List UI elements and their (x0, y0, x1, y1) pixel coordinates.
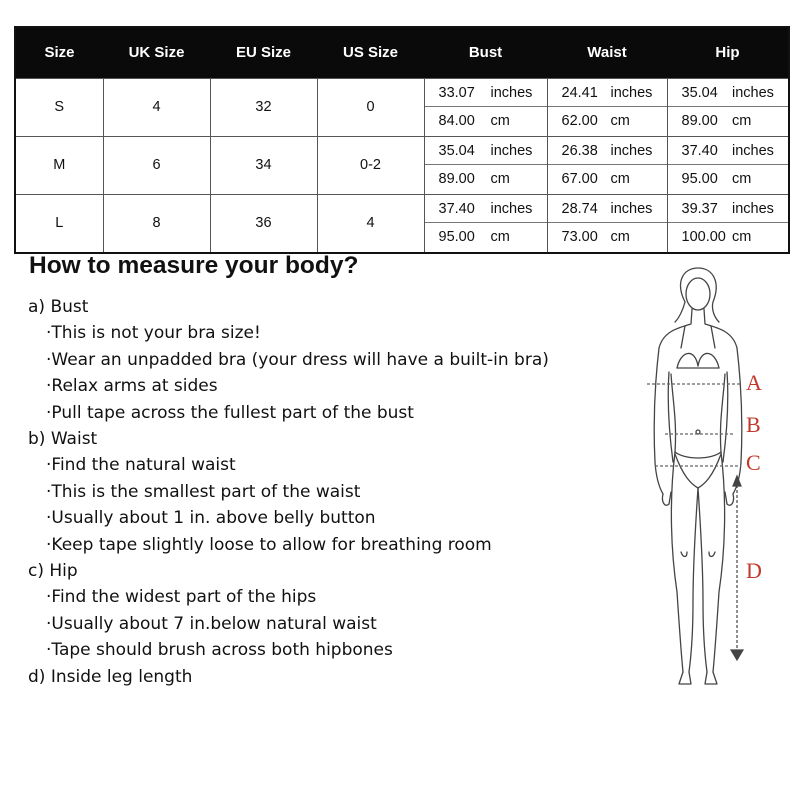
header-us-size: US Size (317, 27, 424, 78)
inches-unit-label: inches (610, 84, 653, 101)
body-measurement-figure (625, 262, 775, 692)
waist-cm-line (548, 165, 667, 194)
eu-size-cell: 32 (210, 78, 317, 136)
bust-cm-line (425, 165, 547, 194)
section-label: c) Hip (28, 561, 78, 582)
inches-unit-label: inches (732, 200, 774, 217)
waist-inches-value: 28.74 (561, 200, 598, 217)
figure-label-b: B (746, 412, 761, 437)
inches-unit-label: inches (490, 142, 533, 159)
hip-cm-value: 95.00 (681, 171, 718, 187)
bust-inches-line (425, 137, 547, 166)
waist-inches-line (548, 79, 667, 108)
instruction-item: ·Tape should brush across both hipbones (46, 640, 393, 661)
table-header-row (15, 27, 789, 78)
inches-unit-label: inches (610, 200, 653, 217)
bust-cm-line (425, 107, 547, 136)
us-size-cell: 0-2 (317, 136, 424, 194)
header-waist: Waist (547, 27, 667, 78)
instruction-item: ·Wear an unpadded bra (your dress will have a built-in bra) (46, 349, 549, 370)
us-size-cell: 4 (317, 194, 424, 253)
waist-inches-value: 24.41 (561, 84, 598, 101)
waist-cm-value: 67.00 (561, 171, 598, 187)
hip-cell (667, 78, 789, 136)
instruction-item: ·Usually about 1 in. above belly button (46, 508, 376, 529)
hip-inches-line (668, 137, 789, 166)
figure-label-a: A (746, 370, 762, 395)
instruction-item: ·Find the widest part of the hips (46, 587, 317, 608)
inches-unit-label: inches (732, 142, 774, 159)
bust-cell (424, 194, 547, 253)
table-row (15, 194, 789, 253)
waist-inches-value: 26.38 (561, 142, 598, 159)
hip-inches-line (668, 195, 789, 224)
cm-unit-label: cm (732, 113, 752, 129)
size-cell: L (15, 194, 103, 253)
uk-size-cell: 6 (103, 136, 210, 194)
eu-size-cell: 36 (210, 194, 317, 253)
bust-inches-line (425, 195, 547, 224)
waist-cm-value: 73.00 (561, 229, 598, 245)
hip-cm-value: 100.00 (681, 229, 726, 245)
table-row (15, 78, 789, 136)
hip-cm-line (668, 107, 789, 136)
figure-label-c: C (746, 450, 761, 475)
bust-inches-line (425, 79, 547, 108)
waist-cell (547, 194, 667, 253)
hip-cm-line (668, 165, 789, 194)
waist-cm-line (548, 107, 667, 136)
instruction-item: ·This is not your bra size! (46, 323, 261, 344)
bust-inches-value: 35.04 (438, 142, 475, 159)
cm-unit-label: cm (610, 113, 630, 129)
instruction-item: ·Relax arms at sides (46, 376, 218, 397)
hip-cell (667, 194, 789, 253)
inches-unit-label: inches (490, 84, 533, 101)
hip-inches-line (668, 79, 789, 108)
instruction-item: ·Find the natural waist (46, 455, 236, 476)
hip-inches-value: 39.37 (681, 200, 718, 217)
us-size-cell: 0 (317, 78, 424, 136)
size-cell: S (15, 78, 103, 136)
instruction-item: ·Usually about 7 in.below natural waist (46, 613, 377, 634)
cm-unit-label: cm (610, 171, 630, 187)
cm-unit-label: cm (490, 113, 510, 129)
size-cell: M (15, 136, 103, 194)
inches-unit-label: inches (610, 142, 653, 159)
bust-cm-value: 89.00 (438, 171, 475, 187)
instruction-item: ·Pull tape across the fullest part of the bust (46, 402, 414, 423)
measure-guide-title: How to measure your body? (29, 252, 359, 279)
section-label: a) Bust (28, 297, 89, 317)
hip-inches-value: 37.40 (681, 142, 718, 159)
inches-unit-label: inches (490, 200, 533, 217)
header-bust: Bust (424, 27, 547, 78)
figure-label-d: D (746, 558, 762, 583)
measure-instructions (28, 294, 628, 690)
header-size: Size (15, 27, 103, 78)
size-chart-table (14, 26, 790, 254)
section-label: d) Inside leg length (28, 666, 193, 687)
hip-cm-line (668, 223, 789, 252)
hip-cell (667, 136, 789, 194)
bust-inches-value: 33.07 (438, 84, 475, 101)
header-eu-size: EU Size (210, 27, 317, 78)
cm-unit-label: cm (732, 171, 752, 187)
bust-cm-line (425, 223, 547, 252)
table-row (15, 136, 789, 194)
hip-cm-value: 89.00 (681, 113, 718, 129)
waist-cell (547, 78, 667, 136)
section-label: b) Waist (28, 429, 98, 450)
cm-unit-label: cm (490, 171, 510, 187)
header-hip: Hip (667, 27, 789, 78)
uk-size-cell: 8 (103, 194, 210, 253)
inches-unit-label: inches (732, 84, 774, 101)
instruction-item: ·This is the smallest part of the waist (46, 481, 361, 502)
hip-inches-value: 35.04 (681, 84, 718, 101)
bust-inches-value: 37.40 (438, 200, 475, 217)
header-uk-size: UK Size (103, 27, 210, 78)
bust-cm-value: 84.00 (438, 113, 475, 129)
bust-cm-value: 95.00 (438, 229, 475, 245)
bust-cell (424, 78, 547, 136)
cm-unit-label: cm (732, 229, 752, 245)
instruction-item: ·Keep tape slightly loose to allow for breathing room (46, 534, 492, 555)
uk-size-cell: 4 (103, 78, 210, 136)
waist-cell (547, 136, 667, 194)
waist-cm-value: 62.00 (561, 113, 598, 129)
waist-inches-line (548, 195, 667, 224)
eu-size-cell: 34 (210, 136, 317, 194)
waist-cm-line (548, 223, 667, 252)
cm-unit-label: cm (610, 229, 630, 245)
cm-unit-label: cm (490, 229, 510, 245)
bust-cell (424, 136, 547, 194)
waist-inches-line (548, 137, 667, 166)
